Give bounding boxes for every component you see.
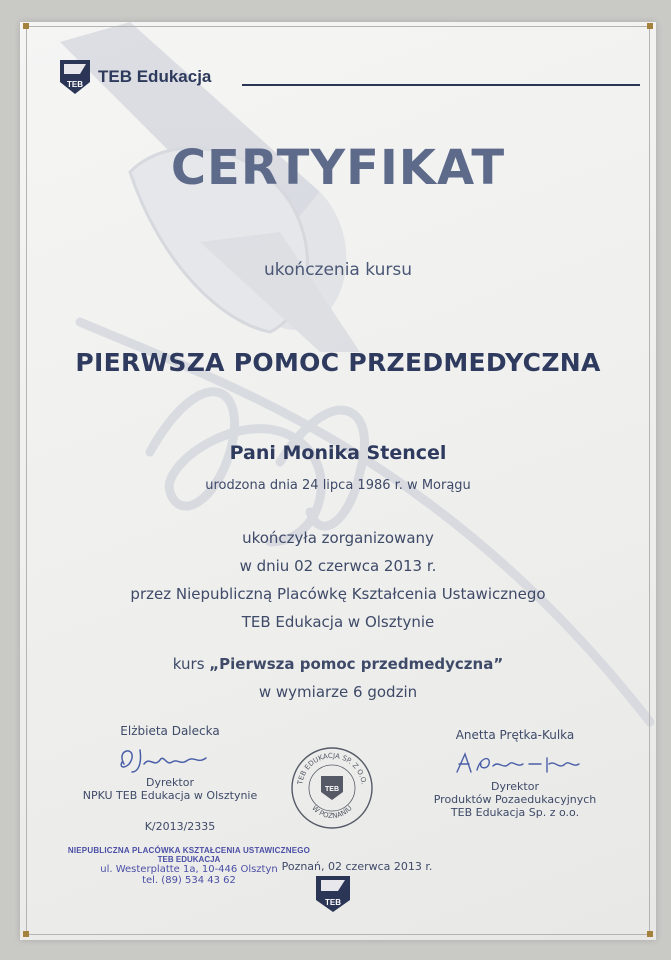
course-line (20, 655, 656, 673)
stamp-address: ul. Westerplatte 1a, 10-446 Olsztyn (100, 864, 278, 875)
course-prefix: kurs (172, 655, 210, 673)
company-seal (290, 746, 374, 830)
signature-scribble (410, 746, 620, 780)
body-line: w dniu 02 czerwca 2013 r. (239, 557, 437, 575)
certificate-paper (20, 22, 656, 940)
place-date: Poznań, 02 czerwca 2013 r. (281, 860, 433, 873)
teb-logo-icon (60, 60, 90, 94)
course-name: „Pierwsza pomoc przedmedyczna” (209, 655, 504, 673)
signer-name: Anetta Prętka-Kulka (455, 728, 575, 742)
signer-name: Elżbieta Dalecka (120, 724, 220, 738)
course-title: PIERWSZA POMOC PRZEDMEDYCZNA (75, 348, 601, 377)
teb-logo-header (60, 60, 211, 94)
certificate-title: CERTYFIKAT (170, 140, 506, 196)
signer-role: NPKU TEB Edukacja w Olsztynie (82, 789, 258, 802)
duration-line: w wymiarze 6 godzin (258, 683, 418, 701)
teb-logo-footer-icon (316, 876, 350, 912)
signer-role: TEB Edukacja Sp. z o.o. (450, 806, 580, 819)
reference-number: K/2013/2335 (144, 820, 216, 833)
svg-text:TEB: TEB (325, 898, 341, 907)
corner-ornament (647, 931, 653, 937)
stamp-line: NIEPUBLICZNA PLACÓWKA KSZTAŁCENIA USTAWICZNEGO (67, 846, 311, 855)
signature-right (410, 728, 620, 819)
signer-role: Dyrektor (146, 776, 194, 789)
body-line: TEB Edukacja w Olsztynie (241, 613, 435, 631)
body-line: przez Niepubliczną Placówkę Kształcenia Ustawicznego (130, 585, 546, 603)
corner-ornament (647, 23, 653, 29)
signer-role: Produktów Pozaedukacyjnych (433, 793, 597, 806)
svg-text:TEB EDUKACJA SP. Z O.O.: TEB EDUKACJA SP. Z O.O. (296, 751, 368, 786)
recipient-name: Pani Monika Stencel (229, 442, 447, 464)
signer-role: Dyrektor (491, 780, 539, 793)
signature-scribble (70, 742, 270, 776)
signature-left (70, 724, 270, 802)
certificate-subtitle: ukończenia kursu (264, 260, 412, 280)
birth-line: urodzona dnia 24 lipca 1986 r. w Morągu (205, 478, 471, 493)
body-line: ukończyła zorganizowany (242, 529, 434, 547)
stamp-phone: tel. (89) 534 43 62 (142, 875, 236, 886)
logo-name: TEB Edukacja (98, 67, 212, 86)
svg-text:W POZNANIU: W POZNANIU (310, 804, 354, 821)
corner-ornament (23, 23, 29, 29)
stamp-line: TEB EDUKACJA (157, 855, 221, 864)
header-rule (242, 84, 640, 86)
svg-text:TEB: TEB (325, 786, 339, 793)
svg-text:TEB: TEB (67, 80, 83, 89)
corner-ornament (23, 931, 29, 937)
